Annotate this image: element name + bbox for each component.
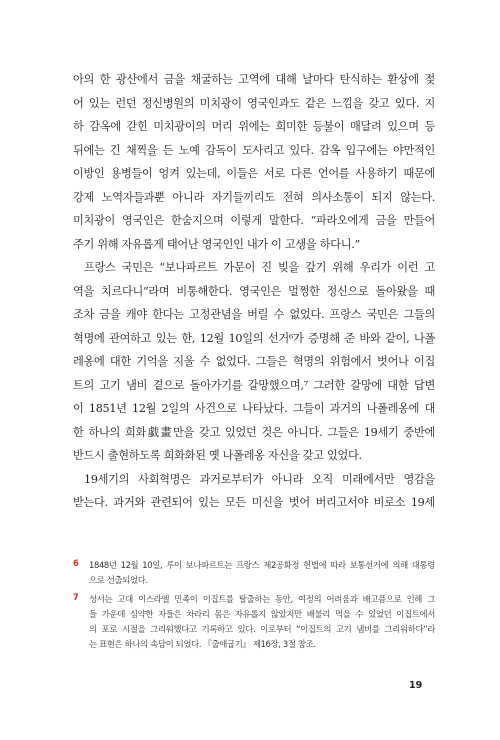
footnote-number: 7 (73, 592, 79, 602)
body-line: 혁명에 관여하고 있는 한, 12월 10일의 선거⁶가 증명해 준 바와 같이, 나폴 (73, 331, 435, 345)
body-line: 19세기의 사회혁명은 과거로부터가 아니라 오직 미래에서만 영감을 (84, 472, 435, 486)
footnote-7 (73, 592, 435, 652)
body-line: 강제 노역자들과뿐 아니라 자기들끼리도 전혀 의사소통이 되지 않는다. (73, 190, 435, 204)
footnote-line: 들 가운데 심약한 자들은 차라리 몸은 자유롭지 않았지만 배불리 먹을 수 있었던 이집트에서 (89, 609, 435, 619)
body-line: 트의 고기 냄비 곁으로 돌아가기를 갈망했으며,⁷ 그러한 갈망에 대한 답변 (73, 378, 435, 392)
body-line: 한 하나의 희화戱畫만을 갖고 있었던 것은 아니다. 그들은 19세기 중반에 (73, 425, 435, 439)
body-line: 받는다. 과거와 관련되어 있는 모든 미신을 벗어 버리고서야 비로소 19세 (73, 496, 435, 509)
body-line: 조차 금을 캐야 한다는 고정관념을 버릴 수 없었다. 프랑스 국민은 그들의 (73, 308, 435, 321)
footnote-text (89, 558, 435, 588)
body-line: 뒤에는 긴 채찍을 든 노예 감독이 도사리고 있다. 감옥 입구에는 야만적인 (73, 143, 435, 157)
body-line: 프랑스 국민은 “보나파르트 가문이 진 빚을 갚기 위해 우리가 이런 고 (84, 261, 435, 274)
body-line: 이 1851년 12월 2일의 사건으로 나타났다. 그들이 과거의 나폴레옹에 대 (73, 402, 435, 415)
body-line: 주기 위해 자유롭게 태어난 영국인인 내가 이 고생을 하다니.” (73, 237, 360, 251)
footnote-line: 1848년 12월 10일, 루이 보나파르트는 프랑스 제2공화정 헌법에 따라 보통선거에 의해 대통령 (89, 560, 435, 570)
body-line: 미치광이 영국인은 한숨지으며 이렇게 말한다. “파라오에게 금을 만들어 (73, 214, 435, 227)
footnotes (73, 558, 435, 656)
footnote-text (89, 592, 435, 652)
body-line: 하 감옥에 갇힌 미치광이의 머리 위에는 희미한 등불이 매달려 있으며 등 (73, 120, 435, 133)
body-line: 아의 한 광산에서 금을 채굴하는 고역에 대해 날마다 탄식하는 환상에 젖 (73, 73, 435, 86)
footnote-line: 는 표현은 하나의 속담이 되었다. 『출애굽기』 제16장, 3절 참조. (89, 639, 316, 649)
footnote-line: 의 포로 시절을 그리워했다고 기록하고 있다. 이로부터 “이집트의 고기 냄비를 그리워하다”라 (89, 624, 435, 634)
body-line: 역을 치르다니”라며 비통해한다. 영국인은 멀쩡한 정신으로 돌아왔을 때 (73, 284, 435, 298)
body-line: 이방인 용병들이 엉켜 있는데, 이들은 서로 다른 언어를 사용하기 때문에 (73, 167, 435, 180)
body-line: 어 있는 런던 정신병원의 미치광이 영국인과도 같은 느낌을 갖고 있다. 지 (73, 96, 435, 110)
footnote-6 (73, 558, 435, 588)
body-text (73, 68, 435, 515)
footnote-line: 성서는 고대 이스라엘 민족이 이집트를 탈출하는 동안, 여정의 어려움과 배고픔으로 인해 그 (89, 594, 435, 604)
body-line: 반드시 출현하도록 희화화된 옛 나폴레옹 자신을 갖고 있었다. (73, 449, 362, 462)
footnote-number: 6 (73, 558, 79, 568)
body-line: 레옹에 대한 기억을 지울 수 없었다. 그들은 혁명의 위험에서 벗어나 이집 (73, 355, 435, 368)
footnote-line: 으로 선출되었다. (89, 575, 148, 585)
page-number: 19 (409, 680, 423, 691)
